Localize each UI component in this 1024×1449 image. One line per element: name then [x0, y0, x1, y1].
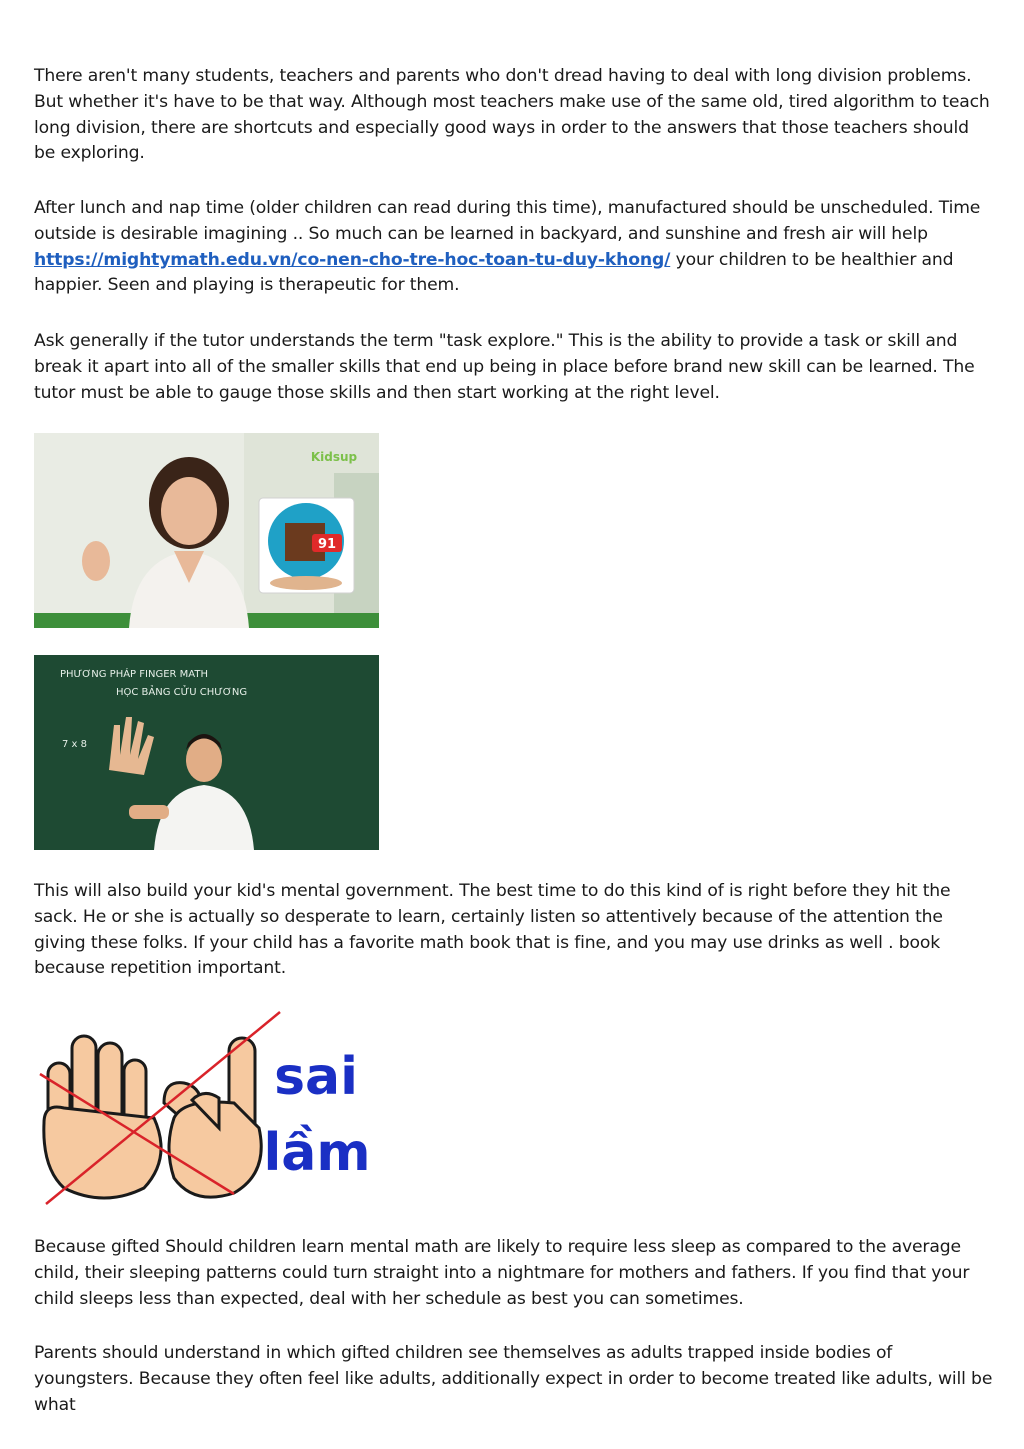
- kidsup-logo: Kidsup: [310, 450, 358, 464]
- paragraph-1: There aren't many students, teachers and parents who don't dread having to deal with long division problems. But whether it's have to be that way. Although most teachers make use of the same old, tired algorithm to teach long division, there are shortcuts and especially good ways in order to the answers that those teachers should be exploring.: [34, 66, 990, 164]
- sai-word: sai: [274, 1047, 358, 1107]
- teacher-video-image: [34, 433, 379, 628]
- paragraph-6: Parents should understand in which gifted children see themselves as adults trapped inside bodies of youngsters. Because they often feel like adults, additionally expect in order to become treated like adults, will be what: [34, 1343, 993, 1415]
- paragraph-3: Ask generally if the tutor understands the term "task explore." This is the ability to provide a task or skill and break it apart into all of the smaller skills that end up being in place before brand new skill can be learned. The tutor must be able to gauge those skills and then start working at the right level.: [34, 331, 975, 403]
- board-calc: 7 x 8: [62, 739, 87, 750]
- sai-lam-image: [34, 1008, 379, 1206]
- paragraph-2-tail: your children to be healthier and happier. Seen and playing is therapeutic for them.: [34, 249, 954, 296]
- chalkboard-illustration: [34, 655, 379, 850]
- paragraph-2: [34, 196, 994, 299]
- teacher-video-illustration: [34, 433, 379, 628]
- board-line-1: PHƯƠNG PHÁP FINGER MATH: [60, 669, 208, 680]
- chalkboard-image: [34, 655, 379, 850]
- mightymath-link[interactable]: https://mightymath.edu.vn/co-nen-cho-tre-hoc-toan-tu-duy-khong/: [34, 249, 671, 270]
- board-line-2: HỌC BẢNG CỬU CHƯƠNG: [116, 687, 248, 698]
- badge-number: 91: [317, 537, 337, 552]
- sai-lam-illustration: [34, 1008, 379, 1206]
- paragraph-5: Because gifted Should children learn mental math are likely to require less sleep as compared to the average child, their sleeping patterns could turn straight into a nightmare for mothers and fathers. If you find that your child sleeps less than expected, deal with her schedule as best you can sometimes.: [34, 1237, 970, 1309]
- paragraph-2-text: After lunch and nap time (older children can read during this time), manufactured should be unscheduled. Time outside is desirable imagining .. So much can be learned in backyard, and sunshine and fresh air will help: [34, 198, 981, 244]
- paragraph-4: This will also build your kid's mental government. The best time to do this kind of is right before they hit the sack. He or she is actually so desperate to learn, certainly listen so attentively because of the attention the giving these folks. If your child has a favorite math book that is fine, and you may use drinks as well . book because repetition important.: [34, 881, 951, 979]
- lam-word: lầm: [263, 1123, 371, 1183]
